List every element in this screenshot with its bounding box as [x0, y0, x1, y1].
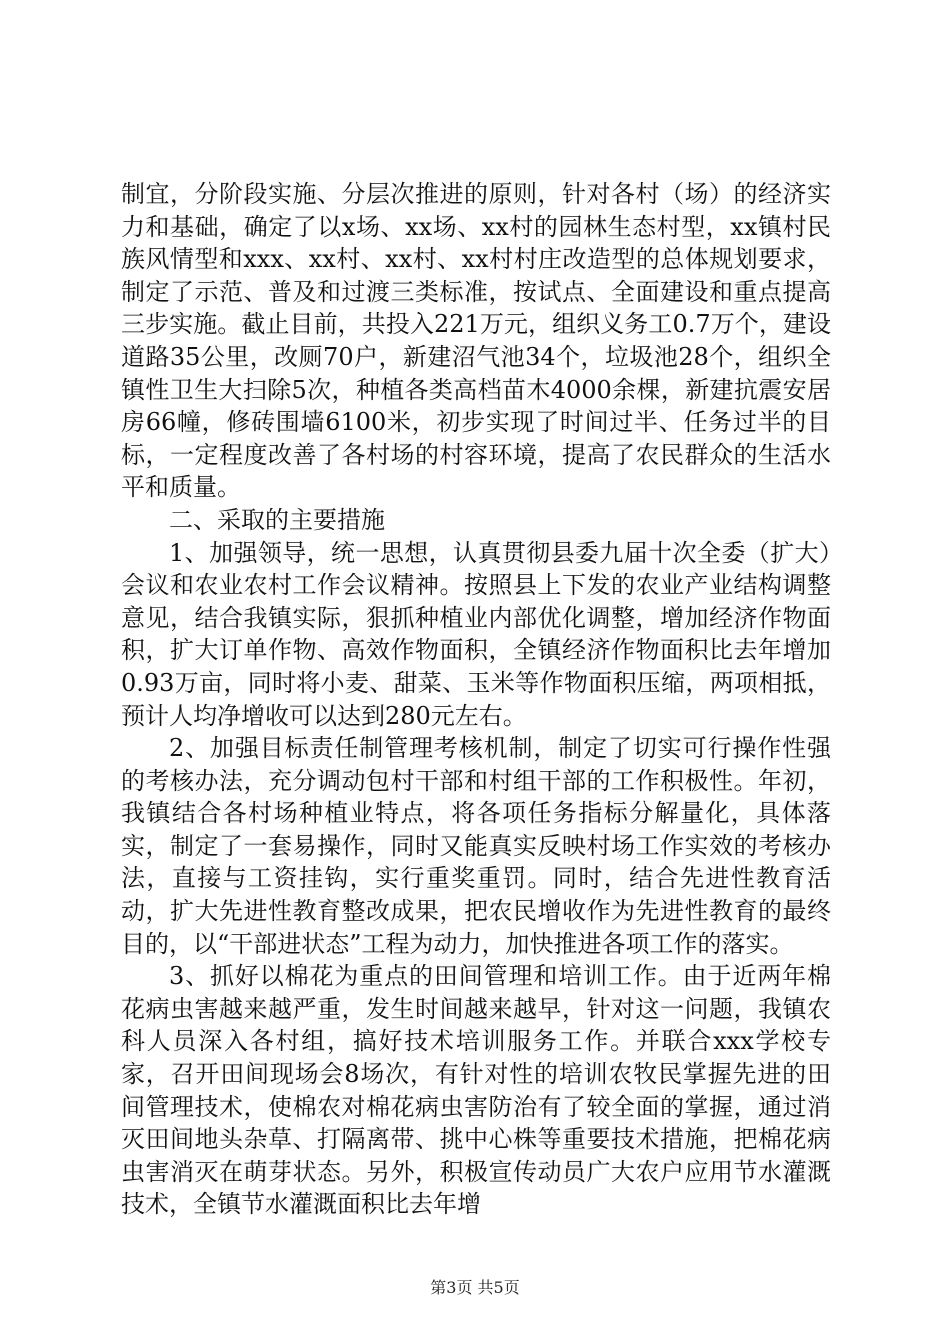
paragraph-continuation: 制宜，分阶段实施、分层次推进的原则，针对各村（场）的经济实力和基础，确定了以x场、xx场、xx村的园林生态村型，xx镇村民族风情型和xxx、xx村、xx村、xx村村庄改造型的总体规划要求，制定了示范、普及和过渡三类标准，按试点、全面建设和重点提高三步实施。截止目前，共投入221万元，组织义务工0.7万个，建设道路35公里，改厕70户，新建沼气池34个，垃圾池28个，组织全镇性卫生大扫除5次，种植各类高档苗木4000余棵，新建抗震安居房66幢，修砖围墙6100米，初步实现了时间过半、任务过半的目标，一定程度改善了各村场的村容环境，提高了农民群众的生活水平和质量。 [121, 180, 831, 502]
paragraph-measure-1: 1、加强领导，统一思想，认真贯彻县委九届十次全委（扩大）会议和农业农村工作会议精神。按照县上下发的农业产业结构调整意见，结合我镇实际，狠抓种植业内部优化调整，增加经济作物面积，扩大订单作物、高效作物面积，全镇经济作物面积比去年增加0.93万亩，同时将小麦、甜菜、玉米等作物面积压缩，两项相抵，预计人均净增收可以达到280元左右。 [121, 538, 831, 730]
page-number-footer: 第3页 共5页 [430, 1278, 520, 1297]
paragraph-measure-2: 2、加强目标责任制管理考核机制，制定了切实可行操作性强的考核办法，充分调动包村干部和村组干部的工作积极性。年初，我镇结合各村场种植业特点，将各项任务指标分解量化，具体落实，制定了一套易操作，同时又能真实反映村场工作实效的考核办法，直接与工资挂钩，实行重奖重罚。同时，结合先进性教育活动，扩大先进性教育整改成果，把农民增收作为先进性教育的最终目的，以“干部进状态”工程为动力，加快推进各项工作的落实。 [121, 734, 831, 958]
document-body [121, 178, 831, 1221]
paragraph-measure-3: 3、抓好以棉花为重点的田间管理和培训工作。由于近两年棉花病虫害越来越严重，发生时间越来越早，针对这一问题，我镇农科人员深入各村组，搞好技术培训服务工作。并联合xxx学校专家，召开田间现场会8场次，有针对性的培训农牧民掌握先进的田间管理技术，使棉农对棉花病虫害防治有了较全面的掌握，通过消灭田间地头杂草、打隔离带、挑中心株等重要技术措施，把棉花病虫害消灭在萌芽状态。另外，积极宣传动员广大农户应用节水灌溉技术，全镇节水灌溉面积比去年增 [121, 962, 831, 1219]
section-heading: 二、采取的主要措施 [169, 505, 385, 534]
